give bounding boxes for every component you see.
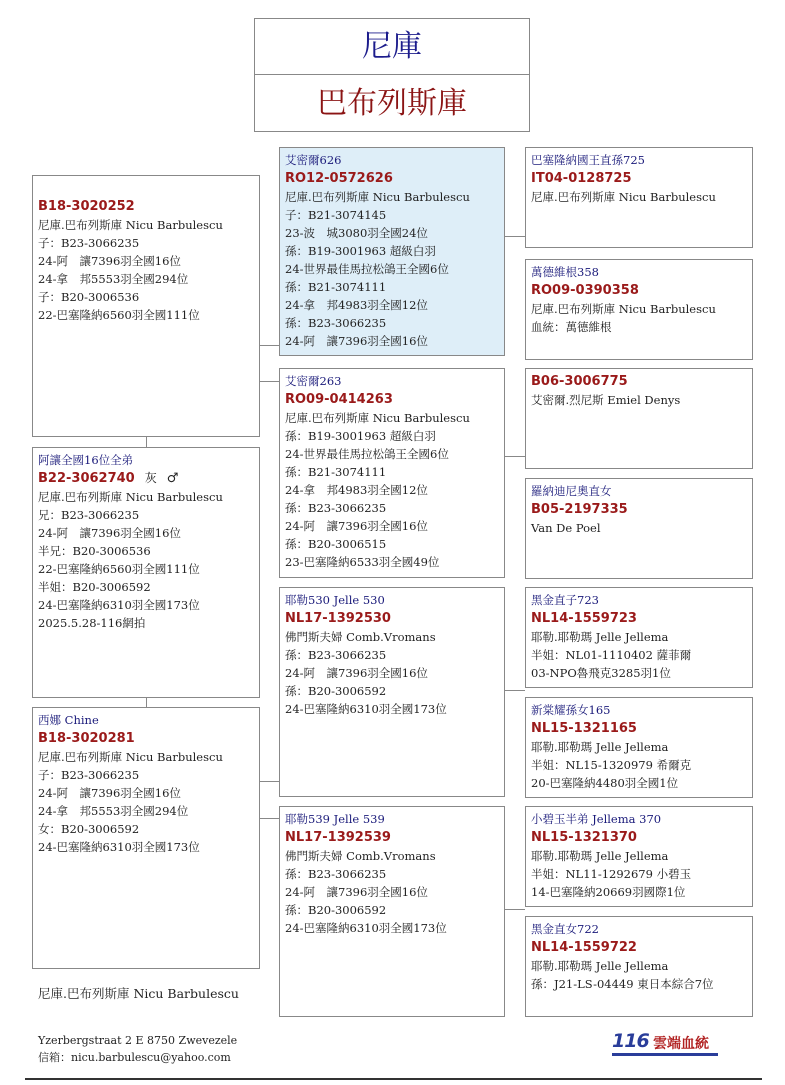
ssd-head: 萬德維根358: [531, 265, 599, 279]
ss-line: 子：B21-3074145: [285, 208, 387, 222]
dss-line: 03-NPO魯飛克3285羽1位: [531, 666, 671, 680]
dds-line: 半姐：NL11-1292679 小碧玉: [531, 867, 692, 881]
sire-dam-box[interactable]: [279, 368, 505, 578]
dam-sire-box[interactable]: [279, 587, 505, 797]
dd-line: 佛門斯夫婦 Comb.Vromans: [285, 849, 436, 863]
dam-ring: B18-3020281: [38, 731, 135, 746]
logo-underline: [612, 1053, 718, 1056]
dsd-line: 20-巴塞隆納4480羽全國1位: [531, 776, 679, 790]
dd-line: 孫：B20-3006592: [285, 903, 387, 917]
sds-line: 艾密爾.烈尼斯 Emiel Denys: [531, 393, 681, 407]
sdd-line: Van De Poel: [531, 521, 601, 535]
sire-line: 24-拿 邦5553羽全國294位: [38, 272, 189, 286]
dam-dam-box[interactable]: [279, 806, 505, 1017]
connector-line: [146, 697, 147, 707]
owner-contact: [38, 1032, 237, 1066]
sd-line: 尼庫.巴布列斯庫 Nicu Barbulescu: [285, 411, 470, 425]
ss-line: 23-波 城3080羽全國24位: [285, 226, 428, 240]
connector-line: [259, 381, 280, 382]
subject-line: 24-巴塞隆納6310羽全國173位: [38, 598, 200, 612]
subject-line: 半姐：B20-3006592: [38, 580, 151, 594]
sire-line: 22-巴塞隆納6560羽全國111位: [38, 308, 200, 322]
ds-line: 佛門斯夫婦 Comb.Vromans: [285, 630, 436, 644]
dss-line: 耶勒.耶勒瑪 Jelle Jellema: [531, 630, 669, 644]
subject-line: 2025.5.28-116網拍: [38, 616, 146, 630]
sss-ring: IT04-0128725: [531, 171, 632, 186]
dss-box[interactable]: [525, 587, 753, 688]
sd-line: 24-阿 讓7396羽全國16位: [285, 519, 428, 533]
title-box: [254, 18, 530, 132]
dam-line: 女：B20-3006592: [38, 822, 140, 836]
connector-line: [259, 345, 280, 346]
sd-line: 孫：B19-3001963 超級白羽: [285, 429, 436, 443]
sire-ring: B18-3020252: [38, 199, 135, 214]
ss-line: 尼庫.巴布列斯庫 Nicu Barbulescu: [285, 190, 470, 204]
dds-line: 耶勒.耶勒瑪 Jelle Jellema: [531, 849, 669, 863]
sd-line: 24-拿 邦4983羽全國12位: [285, 483, 428, 497]
subject-line: 尼庫.巴布列斯庫 Nicu Barbulescu: [38, 490, 223, 504]
male-symbol-icon: ♂: [166, 471, 179, 486]
sire-sire-box[interactable]: [279, 147, 505, 356]
ddd-box[interactable]: [525, 916, 753, 1017]
ss-line: 24-阿 讓7396羽全國16位: [285, 334, 428, 348]
sdd-box[interactable]: [525, 478, 753, 579]
dam-head: 西娜 Chine: [38, 713, 99, 727]
ddd-line: 耶勒.耶勒瑪 Jelle Jellema: [531, 959, 669, 973]
subject-line: 半兄：B20-3006536: [38, 544, 151, 558]
bottom-rule: [25, 1078, 762, 1080]
sss-head: 巴塞隆納國王直孫725: [531, 153, 645, 167]
sd-ring: RO09-0414263: [285, 392, 393, 407]
subject-color: 灰: [144, 471, 157, 485]
dds-box[interactable]: [525, 806, 753, 907]
connector-line: [505, 909, 525, 910]
ssd-line: 尼庫.巴布列斯庫 Nicu Barbulescu: [531, 302, 716, 316]
ss-line: 24-世界最佳馬拉松鴿王全國6位: [285, 262, 449, 276]
dsd-line: 半姐：NL15-1320979 希爾克: [531, 758, 692, 772]
ds-line: 孫：B23-3066235: [285, 648, 387, 662]
ss-head: 艾密爾626: [285, 153, 342, 167]
ssd-box[interactable]: [525, 259, 753, 360]
ss-line: 孫：B23-3066235: [285, 316, 387, 330]
connector-line: [505, 690, 525, 691]
ss-line: 24-拿 邦4983羽全國12位: [285, 298, 428, 312]
ds-line: 24-巴塞隆納6310羽全國173位: [285, 702, 447, 716]
connector-line: [259, 781, 280, 782]
owner-name: 尼庫.巴布列斯庫 Nicu Barbulescu: [38, 986, 239, 1001]
dss-ring: NL14-1559723: [531, 611, 637, 626]
ddd-ring: NL14-1559722: [531, 940, 637, 955]
sss-box[interactable]: [525, 147, 753, 248]
ssd-line: 血統：萬德維根: [531, 320, 612, 334]
sd-line: 23-巴塞隆納6533羽全國49位: [285, 555, 440, 569]
dam-line: 24-拿 邦5553羽全國294位: [38, 804, 189, 818]
connector-line: [146, 437, 147, 447]
sds-ring: B06-3006775: [531, 374, 628, 389]
ss-line: 孫：B19-3001963 超級白羽: [285, 244, 436, 258]
ss-line: 孫：B21-3074111: [285, 280, 387, 294]
dam-line: 24-巴塞隆納6310羽全國173位: [38, 840, 200, 854]
sd-line: 孫：B20-3006515: [285, 537, 387, 551]
ds-head: 耶勒530 Jelle 530: [285, 593, 385, 607]
sdd-head: 羅納迪尼奧直女: [531, 484, 612, 498]
connector-line: [505, 236, 525, 237]
dd-line: 24-巴塞隆納6310羽全國173位: [285, 921, 447, 935]
sire-box[interactable]: [32, 175, 260, 437]
dss-head: 黑金直子723: [531, 593, 599, 607]
logo: [612, 1030, 722, 1058]
dsd-ring: NL15-1321165: [531, 721, 637, 736]
subject-head: 阿讓全國16位全弟: [38, 453, 134, 467]
dds-ring: NL15-1321370: [531, 830, 637, 845]
sire-line: 尼庫.巴布列斯庫 Nicu Barbulescu: [38, 218, 223, 232]
subject-line: 24-阿 讓7396羽全國16位: [38, 526, 181, 540]
owner-email: 信箱：nicu.barbulescu@yahoo.com: [38, 1051, 231, 1064]
dd-line: 孫：B23-3066235: [285, 867, 387, 881]
dd-line: 24-阿 讓7396羽全國16位: [285, 885, 428, 899]
dd-ring: NL17-1392539: [285, 830, 391, 845]
dam-line: 24-阿 讓7396羽全國16位: [38, 786, 181, 800]
subject-line: 兄：B23-3066235: [38, 508, 140, 522]
sire-line: 子：B20-3006536: [38, 290, 140, 304]
dsd-box[interactable]: [525, 697, 753, 798]
dam-line: 子：B23-3066235: [38, 768, 140, 782]
ss-ring: RO12-0572626: [285, 171, 393, 186]
connector-line: [259, 818, 280, 819]
sd-line: 24-世界最佳馬拉松鴿王全國6位: [285, 447, 449, 461]
breeder-first-name: 尼庫: [255, 19, 529, 75]
subject-ring: B22-3062740: [38, 471, 135, 486]
dam-box[interactable]: [32, 707, 260, 969]
ds-line: 24-阿 讓7396羽全國16位: [285, 666, 428, 680]
subject-ring-row: [38, 469, 254, 488]
sd-line: 孫：B23-3066235: [285, 501, 387, 515]
dds-line: 14-巴塞隆納20669羽國際1位: [531, 885, 686, 899]
ddd-line: 孫：J21-LS-04449 東日本綜合7位: [531, 977, 714, 991]
ds-line: 孫：B20-3006592: [285, 684, 387, 698]
sds-box[interactable]: [525, 368, 753, 469]
sd-head: 艾密爾263: [285, 374, 342, 388]
dam-line: 尼庫.巴布列斯庫 Nicu Barbulescu: [38, 750, 223, 764]
dd-head: 耶勒539 Jelle 539: [285, 812, 385, 826]
subject-line: 22-巴塞隆納6560羽全國111位: [38, 562, 200, 576]
sire-line: 24-阿 讓7396羽全國16位: [38, 254, 181, 268]
owner-address: Yzerbergstraat 2 E 8750 Zwevezele: [38, 1034, 238, 1047]
logo-number: 116: [612, 1030, 649, 1052]
dds-head: 小碧玉半弟 Jellema 370: [531, 812, 662, 826]
dsd-line: 耶勒.耶勒瑪 Jelle Jellema: [531, 740, 669, 754]
connector-line: [505, 456, 525, 457]
subject-box[interactable]: [32, 447, 260, 698]
sd-line: 孫：B21-3074111: [285, 465, 387, 479]
ddd-head: 黑金直女722: [531, 922, 599, 936]
ds-ring: NL17-1392530: [285, 611, 391, 626]
ssd-ring: RO09-0390358: [531, 283, 639, 298]
dsd-head: 新棠耀孫女165: [531, 703, 611, 717]
breeder-last-name: 巴布列斯庫: [317, 86, 467, 121]
sss-line: 尼庫.巴布列斯庫 Nicu Barbulescu: [531, 190, 716, 204]
sdd-ring: B05-2197335: [531, 502, 628, 517]
sire-line: 子：B23-3066235: [38, 236, 140, 250]
dss-line: 半姐：NL01-1110402 薩菲爾: [531, 648, 692, 662]
logo-text: 雲端血統: [653, 1036, 709, 1052]
